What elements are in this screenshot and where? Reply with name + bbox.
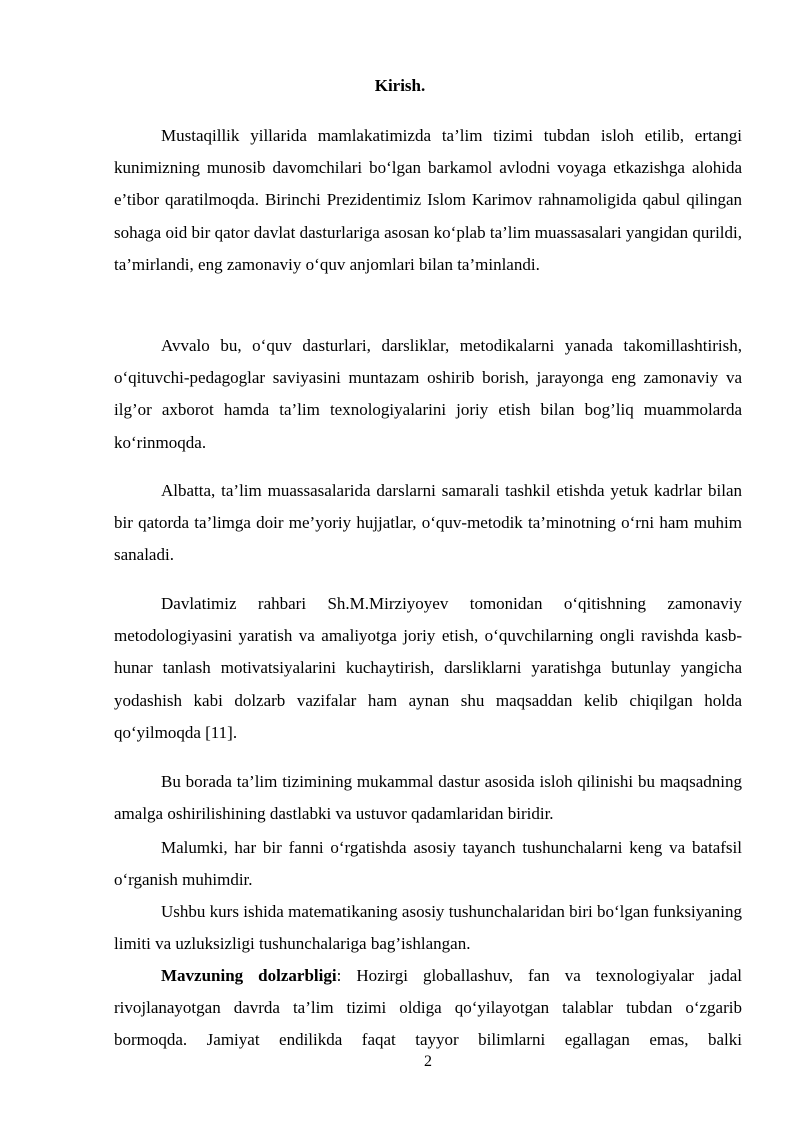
paragraph-4: Davlatimiz rahbari Sh.M.Mirziyoyev tomonidan o‘qitishning zamonaviy metodologiyasini yaratish va amaliyotga joriy etish, o‘quvchilarning ongli ravishda kasb-hunar tanlash motivatsiyalarini kuchaytirish, darsliklarni yaratishga butunlay yangicha yodashish kabi dolzarb vazifalar ham aynan shu maqsaddan kelib chiqilgan holda qo‘yilmoqda [11]. — [114, 594, 742, 742]
page-number: 2 — [424, 1053, 432, 1070]
document-page — [114, 0, 742, 1131]
paragraph-8 — [114, 960, 742, 1057]
paragraph-1: Mustaqillik yillarida mamlakatimizda ta’lim tizimi tubdan isloh etilib, ertangi kunimizning munosib davomchilari bo‘lgan barkamol avlodni voyaga etkazishga alohida e’tibor qaratilmoqda. Birinchi Prezidentimiz Islom Karimov rahnamoligida qabul qilingan sohaga oid bir qator davlat dasturlariga asosan ko‘plab ta’lim muassasalari yangidan qurildi, ta’mirlandi, eng zamonaviy o‘quv anjomlari bilan ta’minlandi. — [114, 126, 742, 274]
paragraph-8-text: : Hozirgi globallashuv, fan va texnologiyalar jadal rivojlanayotgan davrda ta’lim tizimi oldiga qo‘yilayotgan talablar tubdan o‘zgarib bormoqda. Jamiyat endilikda faqat tayyor bilimlarni egallagan emas, balki — [114, 966, 742, 1050]
paragraph-3: Albatta, ta’lim muassasalarida darslarni samarali tashkil etishda yetuk kadrlar bilan bir qatorda ta’limga doir me’yoriy hujjatlar, o‘quv-metodik ta’minotning o‘rni ham muhim sanaladi. — [114, 481, 742, 565]
paragraph-5: Bu borada ta’lim tizimining mukammal dastur asosida isloh qilinishi bu maqsadning amalga oshirilishining dastlabki va ustuvor qadamlaridan biridir. — [114, 772, 742, 824]
paragraph-7: Ushbu kurs ishida matematikaning asosiy tushunchalaridan biri bo‘lgan funksiyaning limiti va uzluksizligi tushunchalariga bag’ishlangan. — [114, 902, 742, 954]
bold-lead: Mavzuning dolzarbligi — [161, 966, 337, 985]
paragraph-6: Malumki, har bir fanni o‘rgatishda asosiy tayanch tushunchalarni keng va batafsil o‘rganish muhimdir. — [114, 838, 742, 890]
paragraph-2: Avvalo bu, o‘quv dasturlari, darsliklar, metodikalarni yanada takomillashtirish, o‘qituvchi-pedagoglar saviyasini muntazam oshirib borish, jarayonga eng zamonaviy va ilg’or axborot hamda ta’lim texnologiyalarini joriy etish bilan bog’liq muammolarda ko‘rinmoqda. — [114, 336, 742, 452]
page-title: Kirish. — [374, 76, 426, 95]
